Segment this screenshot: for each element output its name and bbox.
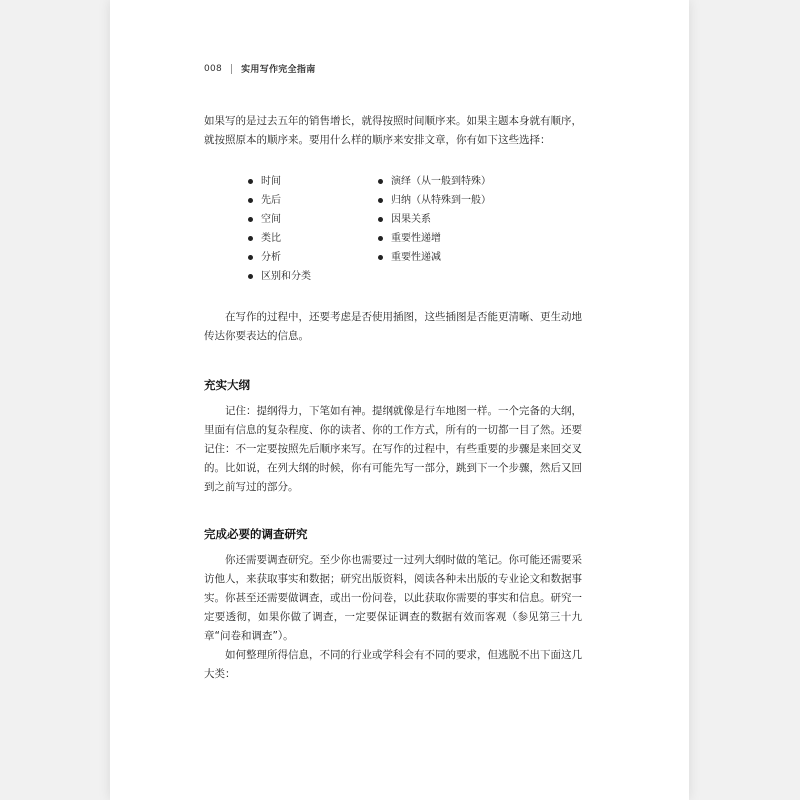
running-header <box>204 62 316 75</box>
list-item: 时间 <box>248 172 311 191</box>
list-item: 因果关系 <box>378 210 491 229</box>
research-paragraph-1: 你还需要调查研究。至少你也需要过一过列大纲时做的笔记。你可能还需要采访他人，来获取事实和数据；研究出版资料，阅读各种未出版的专业论文和数据事实。你甚至还需要做调查，或出一份问卷，以此获取你需要的事实和信息。研究一定要透彻，如果你做了调查，一定要保证调查的数据有效而客观（参见第三十九章“问卷和调查”）。 <box>204 554 582 642</box>
order-options-list <box>248 172 582 289</box>
bullet-icon <box>248 179 253 184</box>
section-heading-research: 完成必要的调查研究 <box>204 527 308 541</box>
list-item: 分析 <box>248 248 311 267</box>
illustration-paragraph: 在写作的过程中，还要考虑是否使用插图，这些插图是否能更清晰、更生动地传达你要表达的信息。 <box>204 311 582 342</box>
order-options-column-2 <box>378 172 491 267</box>
bullet-icon <box>378 217 383 222</box>
research-paragraph-2: 如何整理所得信息，不同的行业或学科会有不同的要求，但逃脱不出下面这几大类： <box>204 649 582 680</box>
bullet-icon <box>248 236 253 241</box>
bullet-icon <box>248 255 253 260</box>
book-title: 实用写作完全指南 <box>241 65 316 75</box>
intro-paragraph: 如果写的是过去五年的销售增长，就得按照时间顺序来。如果主题本身就有顺序，就按照原本的顺序来。要用什么样的顺序来安排文章，你有如下这些选择： <box>204 115 582 146</box>
bullet-icon <box>248 274 253 279</box>
header-divider <box>231 64 232 74</box>
list-item: 重要性递增 <box>378 229 491 248</box>
list-item: 类比 <box>248 229 311 248</box>
bullet-icon <box>378 179 383 184</box>
list-item: 归纳（从特殊到一般） <box>378 191 491 210</box>
page-body <box>204 112 582 684</box>
bullet-icon <box>378 255 383 260</box>
order-options-column-1 <box>248 172 311 286</box>
book-page <box>110 0 689 800</box>
list-item: 重要性递减 <box>378 248 491 267</box>
list-item: 先后 <box>248 191 311 210</box>
bullet-icon <box>248 217 253 222</box>
page-number: 008 <box>204 63 223 74</box>
outline-paragraph: 记住：提纲得力，下笔如有神。提纲就像是行车地图一样。一个完备的大纲，里面有信息的复杂程度、你的读者、你的工作方式，所有的一切都一目了然。还要记住：不一定要按照先后顺序来写。在写作的过程中，有些重要的步骤是来回交叉的。比如说，在列大纲的时候，你有可能先写一部分，跳到下一个步骤，然后又回到之前写过的部分。 <box>204 405 582 493</box>
bullet-icon <box>378 198 383 203</box>
bullet-icon <box>248 198 253 203</box>
list-item: 演绎（从一般到特殊） <box>378 172 491 191</box>
section-heading-outline: 充实大纲 <box>204 378 250 392</box>
list-item: 空间 <box>248 210 311 229</box>
bullet-icon <box>378 236 383 241</box>
list-item: 区别和分类 <box>248 267 311 286</box>
